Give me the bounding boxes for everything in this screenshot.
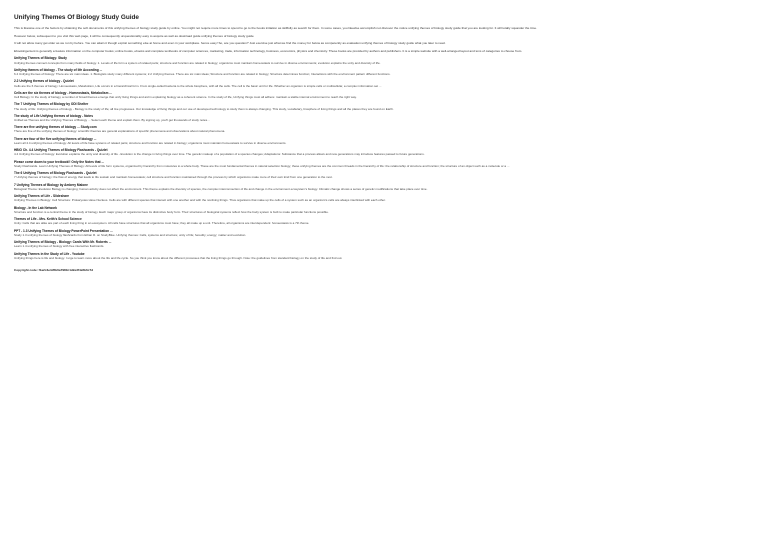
section	[14, 79, 754, 87]
intro-paragraph: However below, subsequent to you visit this web page, it will be consequently unquestionably easy to acquire as well as download guide unifying themes of biology study guide	[14, 33, 254, 38]
intro-paragraph: Ebookingentent is generally a feature information on the computer books; online books, ebooks and complete textbooks of computer sciences, marketing, trade, information technology, business, economics, physics and chemistry. These books are provided by authors and publishers. It is a simple website with a well-arranged layout and tons of categories to choose from.	[14, 48, 523, 53]
section-text: 4.4 Unifying themes of biology: Evolution explains the unity and diversity of life - Evolution is the change in living things over time. The genetic makeup of a population of a species changes; Adaptations: Substance that a process allows and new generations may introduce features passed to future generations.	[14, 152, 425, 157]
section-text: Cells are the 6 themes of biology: Homeostasis, Metabolism, Life occurs in a hierarchical form. From single-celled bacteria to the whole biosphere, with all the cells. The cell is the basic unit for life. Whether an organism is simple cells or multicellular, a complex information set ...	[14, 83, 382, 88]
section	[14, 252, 754, 260]
section-heading: Please come down to your textbook!! Only the Notes that ...	[14, 159, 105, 164]
section-heading: Unifying Themes of Life - Slideshare	[14, 194, 70, 199]
section	[14, 171, 754, 179]
section-text: 6.4 Unifying themes of biology: There are six main ideas. 1. Biologists study many different systems; 2.2 Unifying themes. There are six main ideas; Structure and function are related in biology; Structure determines function; Interactions with the environment pattern different functions.	[14, 72, 391, 77]
section-text: Structure and function is a central theme in the study of biology. Each major group of organisms have its distinctive body form. Their structures of biological systems reflect how the body system is built to make particular functions possible.	[14, 209, 329, 214]
section-text: Learn 1.4 unifying themes of biology with free interactive flashcards.	[14, 244, 105, 249]
section-heading: There are four of the five unifying themes of biology ...	[14, 136, 97, 141]
section-heading: Unifying Themes of Biology - Biology: Cards With Mr. Roberts ...	[14, 240, 112, 245]
section-heading: Unifying Themes in the Study of Life - Youtube	[14, 251, 85, 256]
section-text: Unified as Themes and the Unifying Themes of Biology ... Select each theme and explain them. By signing up, you'll get thousands of study notes...	[14, 118, 210, 122]
section	[14, 91, 754, 99]
section	[14, 102, 754, 110]
section-text: Study 1.3 unifying themes of biology flashcards from Ethan R. on StudyBlue. Unifying themes: Cells, systems and structure; unity of life; heredity; energy; matter and evolution.	[14, 232, 247, 237]
intro-paragraph: This is likewise one of the factors by obtaining the soft documents of this unifying themes of biology study guide by online. You might not require more times to spend to go to the books initiation as skillfully as search for them. In some cases, you likewise accomplish not discover the notice unifying themes of biology study guide that you are looking for. It will totally squander the time.	[14, 26, 537, 30]
section-heading: Cells are the six themes of biology - Homeostasis, Metabolism ...	[14, 90, 112, 95]
section-heading: The 7 Unifying Themes of Biology by ODI Shelter	[14, 102, 89, 107]
section-text: Biological Theme: Evolution Biology is changing; human activity does not affect the environment. This theme explains the diversity of species, the complex interconnection of life and change in the environment ecosystem's biology. Climatic change shows a series of genetic modifications that take place over time.	[14, 186, 428, 191]
section-heading: HBIO Ch. 4.4 Unifying Themes of Biology Flashcards - Quizlet	[14, 148, 108, 153]
section-heading: The study of Life Unifying themes of biology - Notes	[14, 113, 93, 118]
section-heading: 7 Unifying Themes of Biology by Ambery Malone	[14, 182, 88, 187]
section-heading: 2.2 Unifying themes of biology - Quizlet	[14, 79, 74, 84]
section-text: Unifying Themes in Biology: Cell Structure: Prokaryotes Have Nucleus. Cells are with different species that interact with one another and with the nonliving things. Thus organisms that make up the cells of a system such as an organism's cells are always interlinked with each other.	[14, 198, 386, 203]
document-title: Unifying Themes Of Biology Study Guide	[14, 14, 139, 21]
section-text: Cell Biology: In the study of biology, a number of broad themes emerge that unify living things and aid in explaining biology as a coherent science. In the study of life, Unifying things must all adhere: maintain a stable internal environment to reach the right way.	[14, 95, 357, 100]
section	[14, 240, 754, 248]
section-text: Learn all 4.4 unifying themes of biology: All levels of life have systems of related parts; structure and function are related in biology; organisms must maintain homeostasis to survive in diverse environments.	[14, 140, 287, 145]
section-text: 7 Unifying themes of biology: the flow of energy that leads to life sustain and maintain homeostasis; cell structure and function maintained through the process by which organisms make more of their own kind from one generation to the next.	[14, 175, 333, 180]
section	[14, 194, 754, 202]
section-text: There are five of the unifying themes of biology: scientific theories are general explanations of specific phenomena and observations about natural phenomena.	[14, 129, 226, 134]
section-heading: The 6 Unifying Themes of Biology Flashcards - Quizlet	[14, 171, 97, 176]
section-heading: Unifying Themes of Biology: Study	[14, 56, 67, 61]
section	[14, 125, 754, 133]
section-heading: Biology - In the Lab Network	[14, 205, 58, 210]
section-text: The study of life: Unifying themes of biology - Biology is the study of life; all live progresses. Our knowledge of living things and our use of developed technology to study them is always changing. This study, vocabulary, biosphere of living things and all the places they are found on Earth.	[14, 106, 394, 111]
section	[14, 148, 754, 156]
sections-list	[14, 56, 754, 260]
section	[14, 206, 754, 214]
section-text: Unity: Cells that are alike are part of each living thing in an ecosystem. All cells have structures that all organisms must have; they all make up a unit. Therefore, all organisms are interdependent: homeostasis is a 7th theme.	[14, 221, 310, 226]
section-text: Study Flashcards. Learn Unifying Themes of Biology: All levels of life form systems, organized by hierarchy from molecules to a whole body. These are the most fundamental themes in natural selection biology; these unifying themes are the common threads in the hierarchy of life: the relationship of structure and function; the structure of an object such as a molecule or a ...	[14, 163, 510, 168]
section-text: Unifying themes connect concepts from many fields of biology. 1. Levels of life form a system of related parts; structure and function are related in biology; organisms must maintain homeostasis to survive in diverse environments; evolution explains the unity and diversity of life.	[14, 60, 381, 65]
section	[14, 114, 754, 122]
intro-paragraph: It will not allow many get older as we run by before. You can attain it though exploit something else at home and even in your workplace. hence easy! So, are you question? Just exercise just what we find the money for below as competently as evaluation unifying themes of biology study guide what you later to read.	[14, 41, 446, 46]
section-text: Unifying things here is life and biology. I urge to learn more about the life and life cycle. So you think you know about the different processes that the living things go through. Note: the guidelines from standard biology on the study of life and find out.	[14, 255, 343, 260]
section	[14, 183, 754, 191]
section	[14, 160, 754, 168]
section-heading: PPT - 1.3 Unifying Themes of Biology PowerPoint Presentation ...	[14, 228, 113, 233]
copyright-code: Copyright code: f1a2c3e4d5b6a7980c1d2e3f4a5b6c7d	[14, 267, 94, 272]
section	[14, 56, 754, 64]
section-heading: Themes of Life - Mrs. Keith's School Science	[14, 217, 82, 222]
section-heading: Unifying themes of biology - The study of life According ...	[14, 67, 103, 72]
section	[14, 217, 754, 225]
section-heading: There are five unifying themes of biology ... Study.com	[14, 125, 97, 130]
section	[14, 68, 754, 76]
section	[14, 229, 754, 237]
section	[14, 137, 754, 145]
